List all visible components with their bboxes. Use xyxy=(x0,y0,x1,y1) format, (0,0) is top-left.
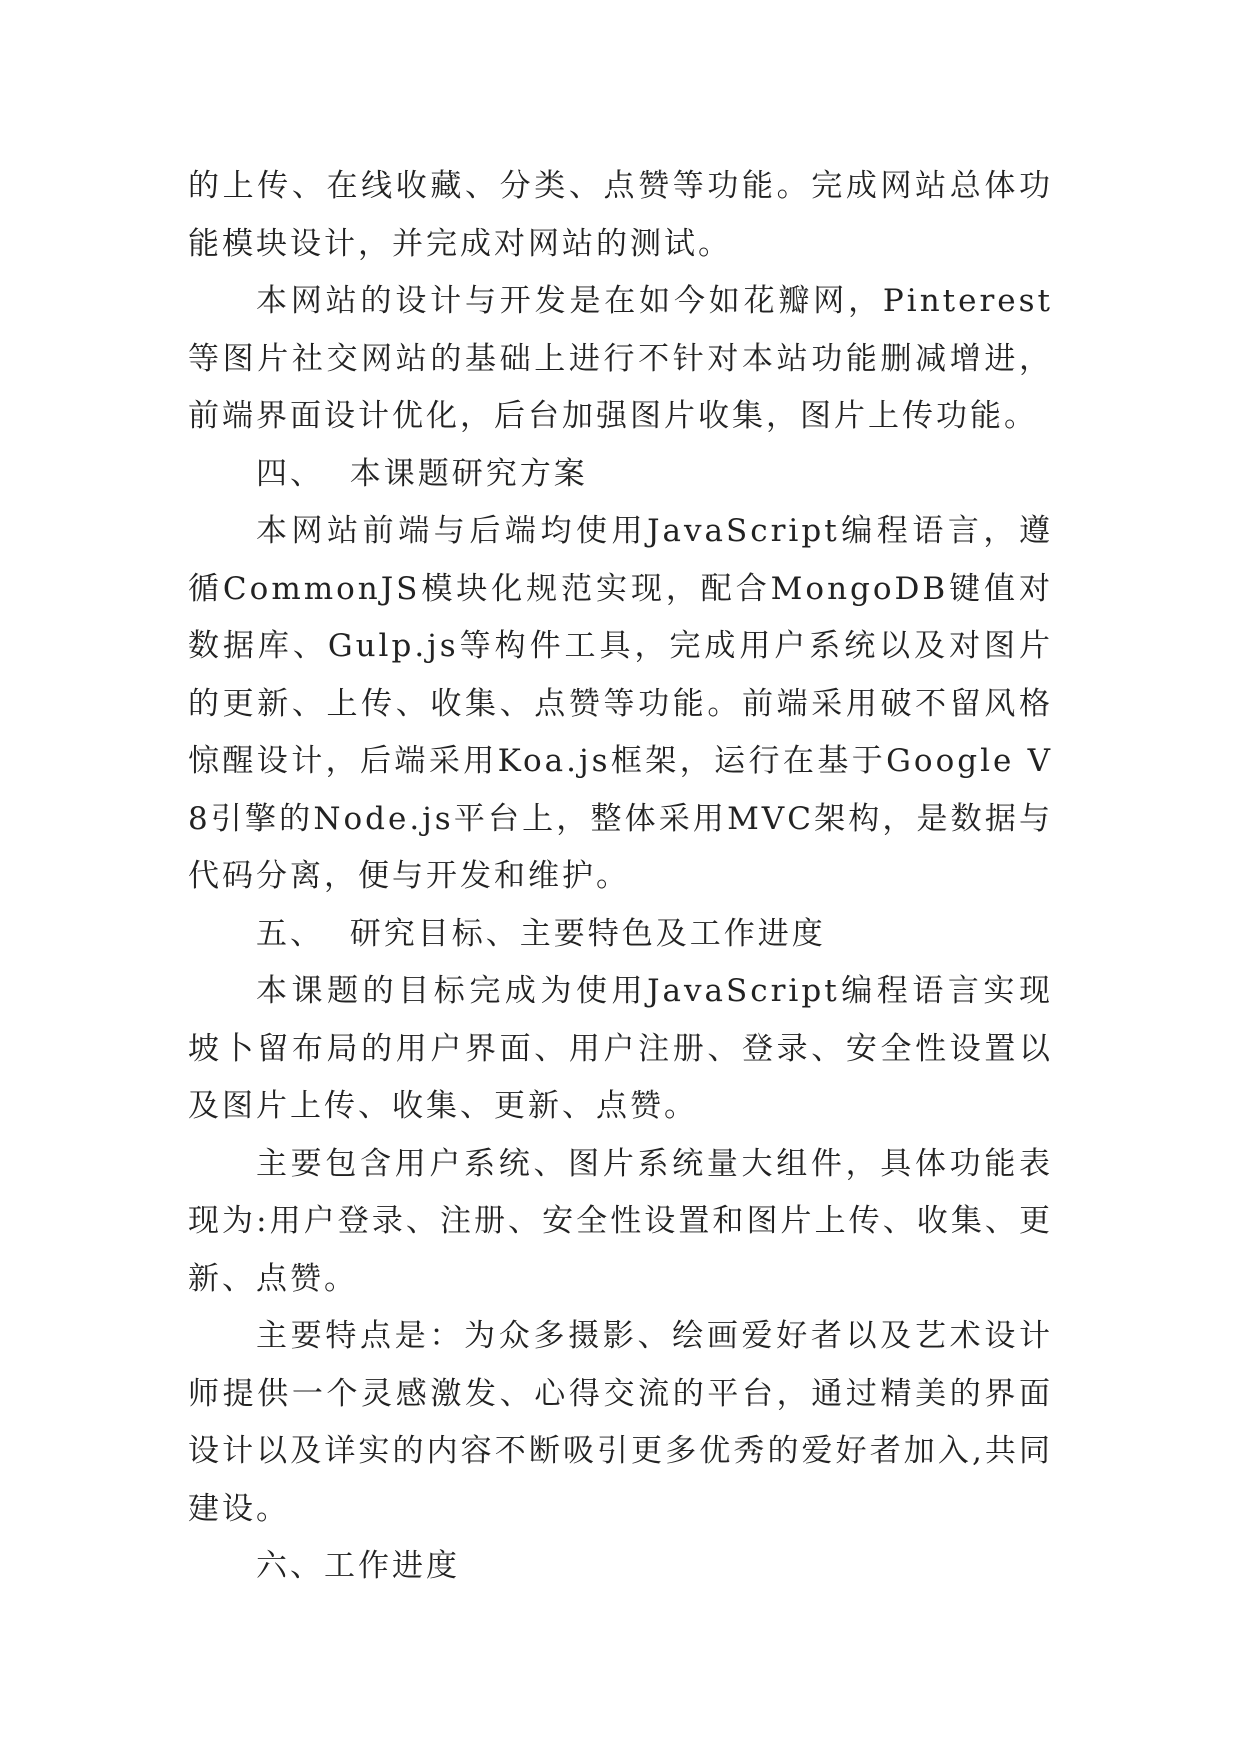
section-heading-work-progress: 六、工作进度 xyxy=(256,1548,460,1584)
paragraph-continuation: 的上传、在线收藏、分类、点赞等功能。完成网站总体功能模块设计，并完成对网站的测试。 xyxy=(188,168,1053,262)
document-body xyxy=(188,158,1053,1596)
section-heading-research-goals: 五、 研究目标、主要特色及工作进度 xyxy=(256,915,826,952)
paragraph-research-goals: 本课题的目标完成为使用JavaScript编程语言实现坡卜留布局的用户界面、用户注册、登录、安全性设置以及图片上传、收集、更新、点赞。 xyxy=(188,973,1053,1124)
paragraph-research-plan: 本网站前端与后端均使用JavaScript编程语言，遵循CommonJS模块化规范实现，配合MongoDB键值对数据库、Gulp.js等构件工具，完成用户系统以及对图片的更新、上传、收集、点赞等功能。前端采用破不留风格惊醒设计，后端采用Koa.js框架，运行在基于Google V8引擎的Node.js平台上，整体采用MVC架构，是数据与代码分离，便与开发和维护。 xyxy=(188,513,1053,894)
section-heading-research-plan: 四、 本课题研究方案 xyxy=(256,455,588,492)
paragraph-main-features: 主要特点是：为众多摄影、绘画爱好者以及艺术设计师提供一个灵感激发、心得交流的平台，通过精美的界面设计以及详实的内容不断吸引更多优秀的爱好者加入,共同建设。 xyxy=(188,1318,1053,1527)
paragraph-main-components: 主要包含用户系统、图片系统量大组件，具体功能表现为:用户登录、注册、安全性设置和图片上传、收集、更新、点赞。 xyxy=(188,1145,1053,1297)
paragraph-website-background: 本网站的设计与开发是在如今如花瓣网，Pinterest等图片社交网站的基础上进行不针对本站功能删减增进，前端界面设计优化，后台加强图片收集，图片上传功能。 xyxy=(188,283,1053,434)
